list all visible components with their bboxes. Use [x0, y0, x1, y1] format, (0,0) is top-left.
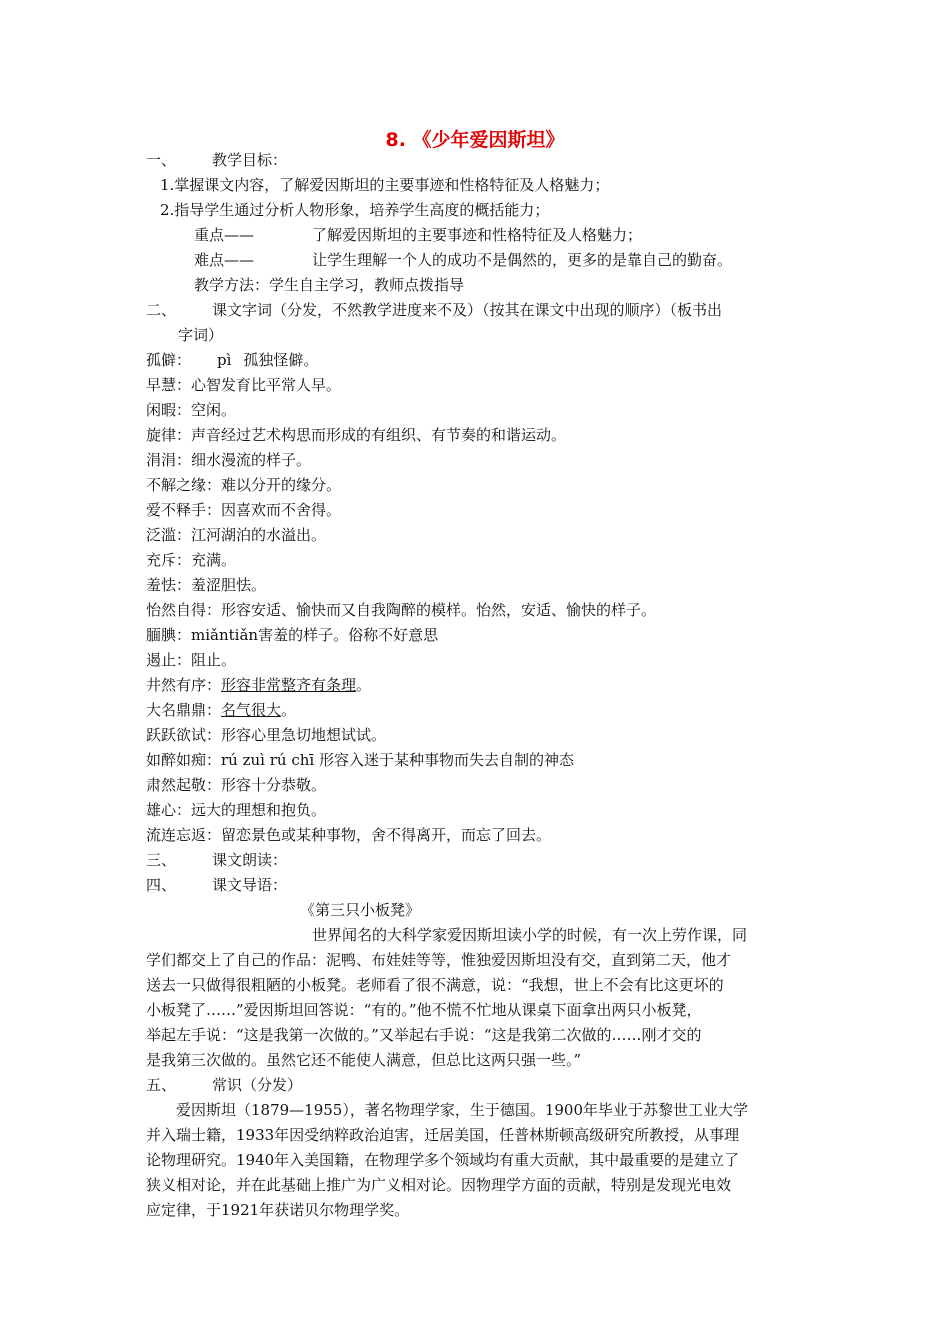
- word-definition-end: 。: [356, 676, 372, 694]
- word-term: 孤僻：: [146, 351, 192, 369]
- word-entry: [146, 623, 438, 648]
- word-definition: 形容非常整齐有条理: [221, 676, 357, 694]
- word-definition: 声音经过艺术构思而形成的有组织、有节奏的和谐运动。: [191, 426, 567, 444]
- word-term: 不解之缘：: [146, 476, 222, 494]
- word-entry: [146, 823, 551, 848]
- paragraph-line: 爱因斯坦（1879—1955），著名物理学家，生于德国。1900年毕业于苏黎世工业大学: [176, 1101, 749, 1119]
- word-pinyin: pì: [217, 351, 232, 369]
- word-entry: [146, 473, 341, 498]
- word-definition: 羞涩胆怯。: [191, 576, 267, 594]
- word-entry: [146, 548, 236, 573]
- word-term: 井然有序：: [146, 676, 222, 694]
- word-definition: 因喜欢而不舍得。: [221, 501, 342, 519]
- word-term: 肃然起敬：: [146, 776, 222, 794]
- word-term: 早慧：: [146, 376, 192, 394]
- word-definition: 名气很大: [221, 701, 282, 719]
- story-line: 学们都交上了自己的作品：泥鸭、布娃娃等等，惟独爱因斯坦没有交，直到第二天，他才: [146, 951, 732, 969]
- teaching-method: 教学方法：学生自主学习，教师点拨指导: [194, 276, 465, 294]
- paragraph-line: 论物理研究。1940年入美国籍，在物理学多个领域均有重大贡献，其中最重要的是建立了: [146, 1151, 740, 1169]
- goal-2: 2.指导学生通过分析人物形象，培养学生高度的概括能力；: [160, 201, 550, 219]
- word-term: 充斥：: [146, 551, 192, 569]
- word-definition: 难以分开的缘分。: [221, 476, 342, 494]
- section-2-heading-cont: 字词）: [178, 326, 224, 344]
- paragraph-line: 应定律，于1921年获诺贝尔物理学奖。: [146, 1201, 410, 1219]
- section-1-heading: 一、 教学目标：: [146, 151, 288, 169]
- word-definition: miǎntiǎn害羞的样子。俗称不好意思: [191, 626, 439, 644]
- word-term: 旋律：: [146, 426, 192, 444]
- section-3-heading: 三、 课文朗读：: [146, 851, 288, 869]
- word-entry: [146, 573, 266, 598]
- word-definition: 留恋景色或某种事物，舍不得离开，而忘了回去。: [221, 826, 552, 844]
- word-term: 涓涓：: [146, 451, 192, 469]
- section-5-heading: 五、 常识（分发）: [146, 1076, 303, 1094]
- word-definition: 江河湖泊的水溢出。: [191, 526, 327, 544]
- word-entry: [146, 348, 318, 373]
- word-definition: 阻止。: [191, 651, 237, 669]
- word-definition: 心智发育比平常人早。: [191, 376, 342, 394]
- word-term: 流连忘返：: [146, 826, 222, 844]
- section-2-heading: 二、 课文字词（分发，不然教学进度来不及）（按其在课文中出现的顺序）（板书出: [146, 301, 723, 319]
- word-definition: 空闲。: [191, 401, 237, 419]
- word-entry: [146, 398, 236, 423]
- story-line: 是我第三次做的。虽然它还不能使人满意，但总比这两只强一些。”: [146, 1051, 582, 1069]
- word-term: 如醉如痴：: [146, 751, 222, 769]
- word-term: 怡然自得：: [146, 601, 222, 619]
- word-term: 大名鼎鼎：: [146, 701, 222, 719]
- word-definition: 形容十分恭敬。: [221, 776, 327, 794]
- word-term: 爱不释手：: [146, 501, 222, 519]
- word-entry: [146, 523, 326, 548]
- word-term: 羞怯：: [146, 576, 192, 594]
- paragraph-line: 狭义相对论，并在此基础上推广为广义相对论。因物理学方面的贡献，特别是发现光电效: [146, 1176, 732, 1194]
- section-4-heading: 四、 课文导语：: [146, 876, 288, 894]
- word-definition: rú zuì rú chī 形容入迷于某种事物而失去自制的神态: [221, 751, 574, 769]
- story-title: 《第三只小板凳》: [300, 901, 421, 919]
- story-line: 举起左手说：“这是我第一次做的。”又举起右手说：“这是我第二次做的……刚才交的: [146, 1026, 702, 1044]
- goal-1: 1.掌握课文内容，了解爱因斯坦的主要事迹和性格特征及人格魅力；: [160, 176, 610, 194]
- word-entry: [146, 698, 296, 723]
- word-entry: [146, 798, 326, 823]
- story-line: 小板凳了……”爱因斯坦回答说：“有的。”他不慌不忙地从课桌下面拿出两只小板凳，: [146, 1001, 702, 1019]
- document-title: 8. 《少年爱因斯坦》: [385, 129, 565, 151]
- word-entry: [146, 498, 341, 523]
- word-definition: 充满。: [191, 551, 237, 569]
- word-term: 泛滥：: [146, 526, 192, 544]
- word-definition: 形容安适、愉快而又自我陶醉的模样。怡然，安适、愉快的样子。: [221, 601, 657, 619]
- word-term: 遏止：: [146, 651, 192, 669]
- difficult-point: 难点—— 让学生理解一个人的成功不是偶然的，更多的是靠自己的勤奋。: [194, 251, 733, 269]
- word-entry: [146, 423, 566, 448]
- paragraph-line: 并入瑞士籍，1933年因受纳粹政治迫害，迁居美国，任普林斯顿高级研究所教授，从事理: [146, 1126, 740, 1144]
- word-entry: [146, 373, 341, 398]
- word-term: 跃跃欲试：: [146, 726, 222, 744]
- word-entry: [146, 723, 386, 748]
- word-term: 闲暇：: [146, 401, 192, 419]
- word-term: 雄心：: [146, 801, 192, 819]
- word-definition: 孤独怪僻。: [243, 351, 319, 369]
- word-definition: 形容心里急切地想试试。: [221, 726, 387, 744]
- key-point: 重点—— 了解爱因斯坦的主要事迹和性格特征及人格魅力；: [194, 226, 643, 244]
- word-definition: 远大的理想和抱负。: [191, 801, 327, 819]
- word-entry: [146, 648, 236, 673]
- word-entry: [146, 448, 311, 473]
- word-entry: [146, 773, 326, 798]
- story-line: 送去一只做得很粗陋的小板凳。老师看了很不满意，说：“我想，世上不会有比这更坏的: [146, 976, 724, 994]
- story-line: 世界闻名的大科学家爱因斯坦读小学的时候，有一次上劳作课，同: [312, 926, 748, 944]
- word-term: 腼腆：: [146, 626, 192, 644]
- word-entry: [146, 748, 574, 773]
- word-entry: [146, 598, 656, 623]
- word-definition-end: 。: [281, 701, 297, 719]
- word-entry: [146, 673, 371, 698]
- word-definition: 细水漫流的样子。: [191, 451, 312, 469]
